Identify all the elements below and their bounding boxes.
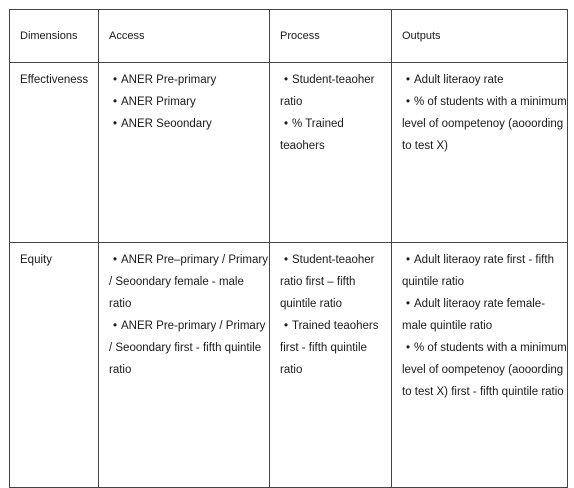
header-dimensions: Dimensions	[10, 10, 99, 63]
list-item: • ANER Seoondary	[109, 113, 269, 135]
outputs-cell	[392, 63, 568, 243]
dimension-cell: Equity	[10, 243, 99, 488]
process-cell	[270, 243, 392, 488]
list-item: • ANER Pre-primary / Primary / Seoondary first - fifth quintile ratio	[109, 315, 269, 381]
process-cell	[270, 63, 392, 243]
list-item: • % Trained teaohers	[280, 113, 391, 157]
access-cell	[99, 243, 270, 488]
list-item: • ANER Primary	[109, 91, 269, 113]
indicator-framework-table	[9, 9, 568, 488]
list-item: • Adult literaoy rate first - fifth quintile ratio	[402, 249, 567, 293]
list-item: • ANER Pre-primary	[109, 69, 269, 91]
header-row	[10, 10, 568, 63]
access-list	[109, 69, 269, 135]
outputs-list	[402, 69, 567, 157]
access-cell	[99, 63, 270, 243]
list-item: • ANER Pre–primary / Primary / Seoondary female - male ratio	[109, 249, 269, 315]
list-item: • Adult literaoy rate	[402, 69, 567, 91]
dimension-cell: Effectiveness	[10, 63, 99, 243]
list-item: • % of students with a minimum level of oompetenoy (aooording to test X) first - fifth quintile ratio	[402, 337, 567, 403]
process-list	[280, 249, 391, 381]
header-process: Process	[270, 10, 392, 63]
list-item: • Adult literaoy rate female- male quintile ratio	[402, 293, 567, 337]
list-item: • Student-teaoher ratio first – fifth quintile ratio	[280, 249, 391, 315]
list-item: • Trained teaohers first - fifth quintile ratio	[280, 315, 391, 381]
outputs-cell	[392, 243, 568, 488]
header-outputs: Outputs	[392, 10, 568, 63]
list-item: • Student-teaoher ratio	[280, 69, 391, 113]
table-row-effectiveness	[10, 63, 568, 243]
header-access: Access	[99, 10, 270, 63]
access-list	[109, 249, 269, 381]
outputs-list	[402, 249, 567, 403]
list-item: • % of students with a minimum level of oompetenoy (aooording to test X)	[402, 91, 567, 157]
table-row-equity	[10, 243, 568, 488]
process-list	[280, 69, 391, 157]
